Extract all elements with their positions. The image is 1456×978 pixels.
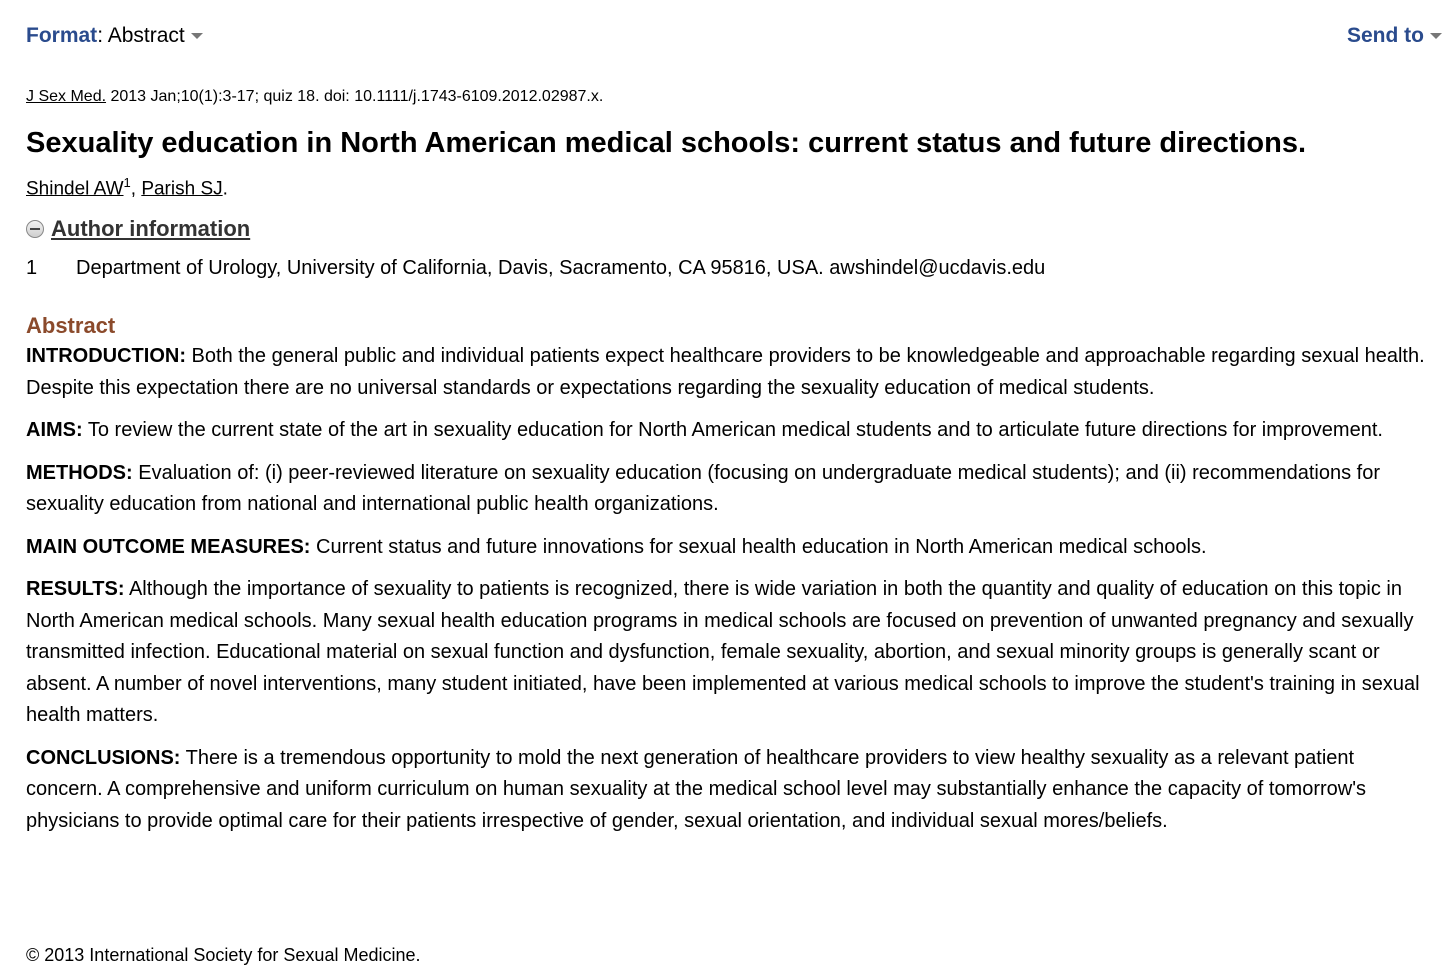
abstract-section-results xyxy=(26,574,1431,732)
abstract-section-aims xyxy=(26,415,1431,447)
format-label: Format xyxy=(26,24,98,47)
copyright-notice: © 2013 International Society for Sexual Medicine. xyxy=(26,945,421,965)
format-value: Abstract xyxy=(107,24,185,47)
author-separator: , xyxy=(130,178,142,200)
abstract-section-introduction xyxy=(26,341,1431,404)
toolbar xyxy=(0,0,1456,74)
chevron-down-icon xyxy=(1430,33,1442,39)
section-label: CONCLUSIONS: xyxy=(26,746,181,769)
send-to-dropdown[interactable] xyxy=(1347,24,1442,48)
affiliation-superscript: 1 xyxy=(123,175,131,190)
author-link[interactable]: Shindel AW xyxy=(26,178,124,200)
affiliation-item xyxy=(26,257,1045,280)
journal-link[interactable]: J Sex Med. xyxy=(26,88,107,105)
abstract-heading: Abstract xyxy=(26,313,116,338)
affiliation-text: Department of Urology, University of California, Davis, Sacramento, CA 95816, USA. awshindel@ucdavis.edu xyxy=(76,257,1046,279)
section-text: There is a tremendous opportunity to mold the next generation of healthcare providers to view healthy sexuality as a relevant patient concern. A comprehensive and uniform curriculum on human sexuality at the medical school level may substantially enhance the capacity of tomorrow's physicians to provide optimal care for their patients irrespective of gender, sexual orientation, and individual sexual mores/beliefs. xyxy=(26,746,1367,832)
format-colon: : xyxy=(97,24,108,47)
section-label: AIMS: xyxy=(26,419,83,441)
format-dropdown[interactable] xyxy=(26,24,203,48)
chevron-down-icon xyxy=(191,33,203,39)
section-label: INTRODUCTION: xyxy=(26,345,186,367)
author-list-end: . xyxy=(222,178,228,200)
author-information-toggle[interactable] xyxy=(26,216,250,242)
section-label: MAIN OUTCOME MEASURES: xyxy=(26,535,311,558)
abstract-section-main-outcome-measures xyxy=(26,532,1431,564)
section-text: Current status and future innovations for sexual health education in North American medical schools. xyxy=(316,535,1207,558)
section-text: Both the general public and individual patients expect healthcare providers to be knowledgeable and approachable regarding sexual health. Despite this expectation there are no universal standards or expectations regarding the sexuality education of medical students. xyxy=(26,345,1425,399)
section-text: To review the current state of the art in sexuality education for North American medical students and to articulate future directions for improvement. xyxy=(87,419,1383,441)
abstract-body xyxy=(26,341,1431,848)
citation-details: 2013 Jan;10(1):3-17; quiz 18. doi: 10.1111/j.1743-6109.2012.02987.x. xyxy=(106,88,604,105)
section-text: Although the importance of sexuality to patients is recognized, there is wide variation in both the quantity and quality of education on this topic in North American medical schools. Many sexual health education programs in medical schools are focused on prevention of unwanted pregnancy and sexually transmitted infection. Educational material on sexual function and dysfunction, female sexuality, abortion, and sexual minority groups is generally scant or absent. A number of novel interventions, many student initiated, have been implemented at various medical schools to improve the student's training in sexual health matters. xyxy=(26,578,1420,726)
author-information-label[interactable]: Author information xyxy=(51,216,251,241)
article-title: Sexuality education in North American medical schools: current status and future directions. xyxy=(26,127,1307,159)
abstract-section-conclusions xyxy=(26,743,1431,838)
send-to-label: Send to xyxy=(1347,24,1424,47)
author-link[interactable]: Parish SJ xyxy=(141,178,223,200)
abstract-section-methods xyxy=(26,458,1431,521)
collapse-icon[interactable] xyxy=(26,220,44,238)
citation xyxy=(26,88,603,106)
section-text: Evaluation of: (i) peer-reviewed literature on sexuality education (focusing on undergraduate medical students); and (ii) recommendations for sexuality education from national and international public health organizations. xyxy=(26,461,1381,515)
author-list xyxy=(26,175,228,200)
section-label: RESULTS: xyxy=(26,578,125,600)
affiliation-number: 1 xyxy=(26,257,38,279)
section-label: METHODS: xyxy=(26,461,133,484)
